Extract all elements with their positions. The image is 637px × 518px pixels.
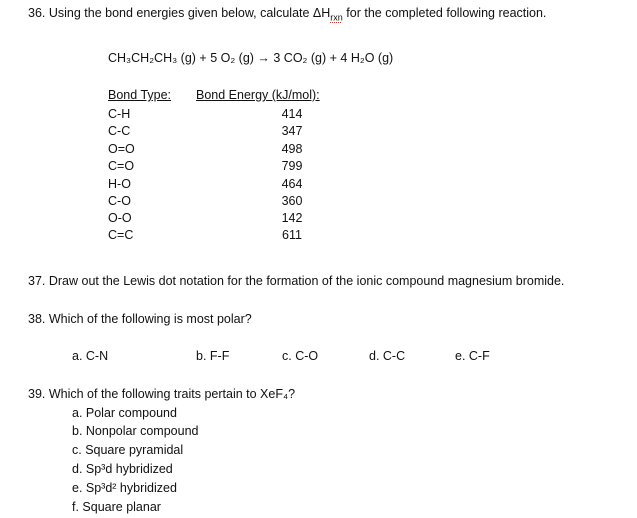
- reaction-equation: CH₃CH₂CH₃ (g) + 5 O₂ (g) → 3 CO₂ (g) + 4 H₂O (g): [108, 51, 394, 65]
- question-37-text: 37. Draw out the Lewis dot notation for the formation of the ionic compound magnesium bromide.: [28, 274, 565, 288]
- option-a: a. C-N: [72, 349, 109, 363]
- option-e: e. C-F: [455, 349, 490, 363]
- option-f: f. Square planar: [72, 500, 161, 514]
- bond-type-cell: C-C: [108, 124, 131, 138]
- bond-type-cell: H-O: [108, 177, 131, 191]
- bond-energy-cell: 142: [281, 211, 303, 225]
- bond-type-cell: O-O: [108, 211, 132, 225]
- option-d: d. Sp³d hybridized: [72, 462, 173, 476]
- bond-type-cell: C=C: [108, 228, 134, 242]
- bond-energy-cell: 347: [281, 124, 303, 138]
- bond-type-cell: C-H: [108, 107, 131, 121]
- header-bond-energy: Bond Energy (kJ/mol):: [196, 88, 320, 102]
- bond-type-cell: C=O: [108, 159, 135, 173]
- header-bond-type: Bond Type:: [108, 88, 172, 102]
- option-a: a. Polar compound: [72, 406, 177, 420]
- bond-energy-cell: 414: [281, 107, 303, 121]
- question-36-text: 36. Using the bond energies given below, calculate $\Delta H_{rxn}$ for the completed following reaction.: [28, 6, 547, 23]
- option-e: e. Sp³d² hybridized: [72, 481, 177, 495]
- bond-energy-cell: 464: [281, 177, 303, 191]
- option-c: c. Square pyramidal: [72, 443, 184, 457]
- question-38-text: 38. Which of the following is most polar?: [28, 312, 252, 326]
- bond-energy-cell: 360: [281, 194, 303, 208]
- bond-type-cell: C-O: [108, 194, 131, 208]
- delta-h-subscript: rxn: [330, 12, 343, 23]
- option-b: b. F-F: [196, 349, 230, 363]
- bond-energy-cell: 611: [282, 228, 302, 242]
- option-d: d. C-C: [369, 349, 406, 363]
- bond-energy-cell: 498: [281, 142, 303, 156]
- bond-type-cell: O=O: [108, 142, 135, 156]
- option-b: b. Nonpolar compound: [72, 424, 199, 438]
- question-39-text: 39. Which of the following traits pertain to XeF₄?: [28, 387, 296, 401]
- bond-energy-cell: 799: [281, 159, 303, 173]
- option-c: c. C-O: [282, 349, 319, 363]
